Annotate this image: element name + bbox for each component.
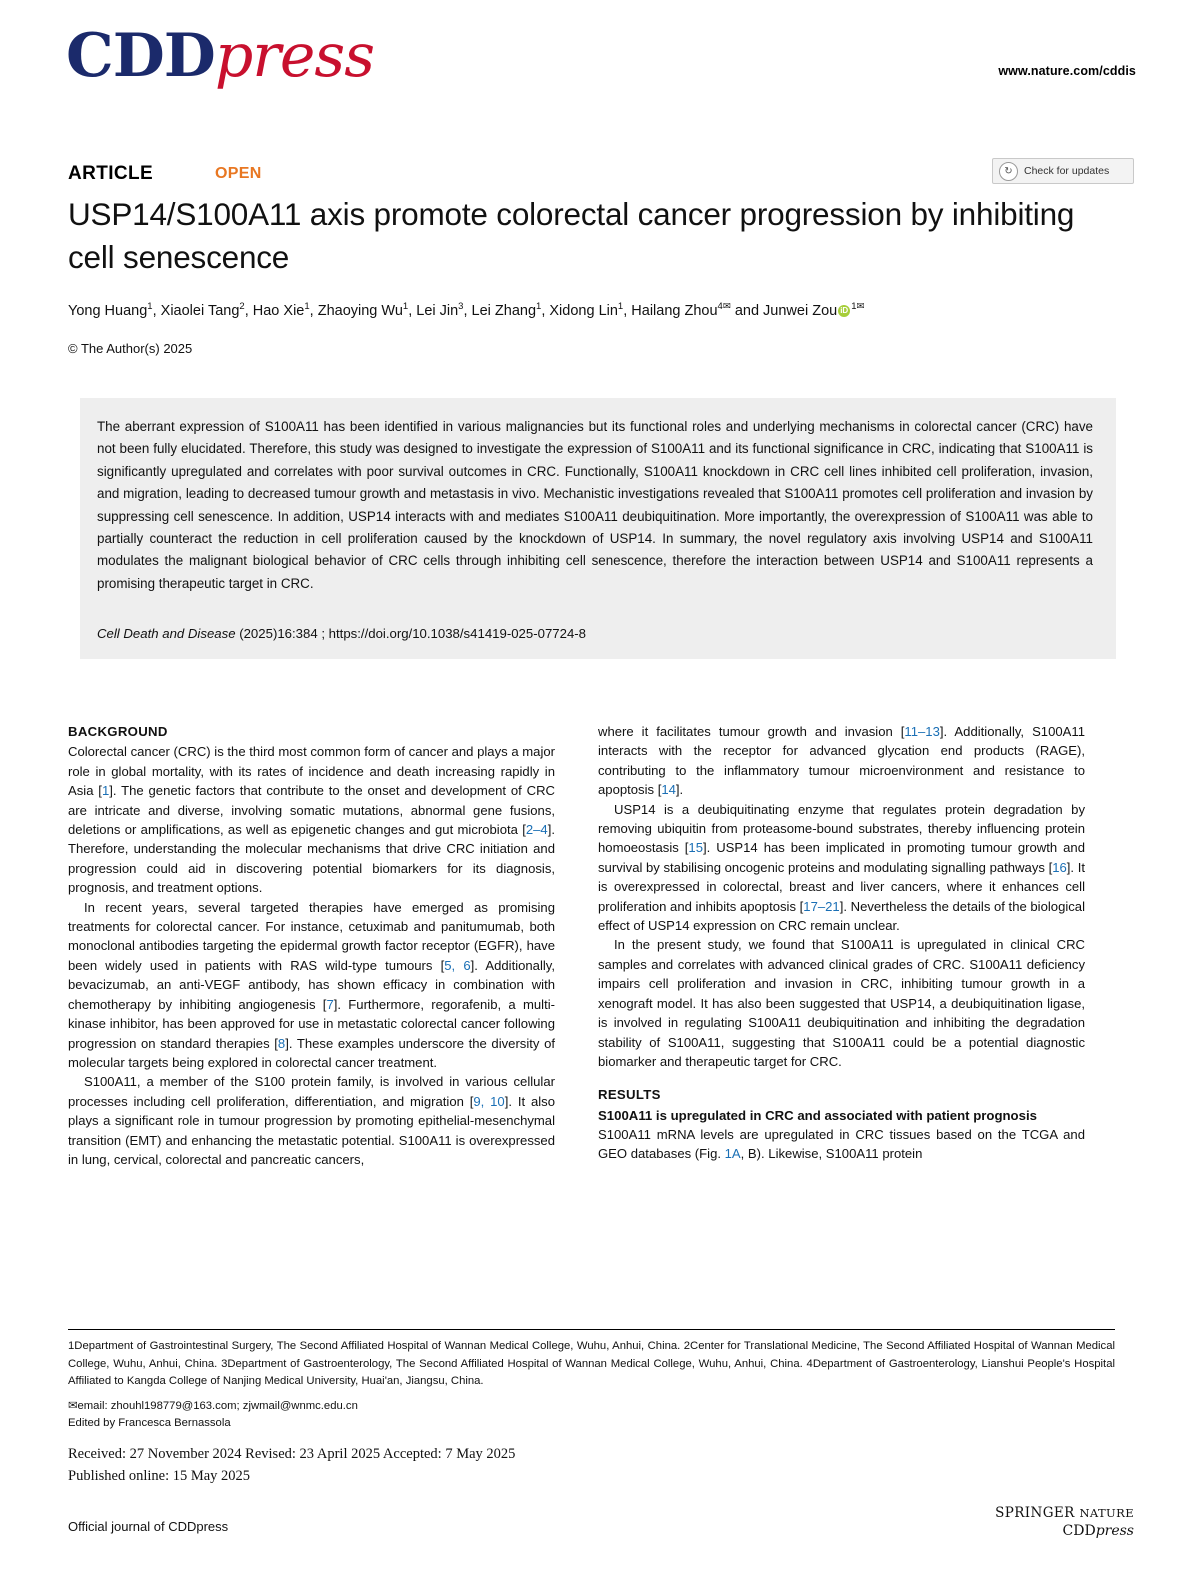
- text-run: ]. It also plays a significant role in tumour progression by promoting epithelial-mesenchymal transition (EMT) and enhancing the metastatic potential. S100A11 is overexpressed in lung, cervical, colorectal and pancreatic cancers,: [68, 1093, 555, 1167]
- section-heading-results: RESULTS: [598, 1087, 661, 1103]
- text-run: Colorectal cancer (CRC) is the third most common form of cancer and plays a major role in global mortality, with its rates of incidence and death increasing rapidly in Asia [: [68, 744, 555, 799]
- author-sup: 2: [239, 301, 245, 312]
- orcid-icon[interactable]: iD: [840, 306, 849, 315]
- author-name: Junwei Zou: [763, 302, 838, 319]
- citation-link[interactable]: 7: [326, 996, 334, 1012]
- paragraph-background-2: [68, 898, 555, 1073]
- copyright-line: © The Author(s) 2025: [68, 341, 193, 356]
- author-name: Hailang Zhou: [631, 302, 718, 319]
- author-list: Yong Huang$^1$, Xiaolei Tang$^2$, Hao Xie$^1$, Zhaoying Wu$^1$, Lei Jin$^3$, Lei Zhang$^1$, Xidong Lin$^1$, Hailang Zhou$^{4✉}$ and Junwei Zou iD $^{1✉}$: [68, 301, 865, 319]
- citation-link[interactable]: 15: [688, 840, 703, 856]
- text-run: ].: [675, 782, 684, 798]
- refresh-circle-icon: ↻: [999, 162, 1018, 181]
- author-name: Xiaolei Tang: [160, 302, 240, 319]
- masthead: [66, 21, 1136, 102]
- citation-link[interactable]: 16: [1052, 859, 1067, 875]
- cddpress-logo: [66, 21, 1136, 91]
- figure-link[interactable]: 1A: [724, 1146, 741, 1162]
- text-run: S100A11, a member of the S100 protein family, is involved in various cellular processes including cell proliferation, differentiation, and migration [: [68, 1074, 555, 1109]
- text-run: ]. Additionally, S100A11 interacts with the receptor for advanced glycation end products (RAGE), contributing to the inflammatory tumour microenvironment and resistance to apoptosis [: [598, 724, 1085, 798]
- paragraph-results-1: [598, 1125, 1085, 1164]
- text-run: ]. It is overexpressed in colorectal, breast and liver cancers, where it enhances cell proliferation and inhibits apoptosis [: [598, 859, 1085, 914]
- footer-divider: [68, 1329, 1115, 1330]
- section-spacer: [598, 1071, 1085, 1085]
- author-sup: 1: [402, 301, 409, 312]
- author-sup: 1: [536, 301, 542, 312]
- citation-link[interactable]: 8: [277, 1035, 286, 1051]
- logo-press-text: press: [214, 21, 375, 91]
- citation-link[interactable]: 11–13: [904, 724, 940, 739]
- author-sup: 1: [304, 301, 310, 312]
- paragraph-background-3: [68, 1072, 555, 1169]
- springer-nature-logo: [995, 1505, 1134, 1539]
- text-run: S100A11 mRNA levels are upregulated in CRC tissues based on the TCGA and GEO databases (Fig.: [598, 1126, 1085, 1162]
- citation-link[interactable]: 14: [661, 782, 676, 798]
- text-run: In recent years, several targeted therapies have emerged as promising treatments for colorectal cancer. For instance, cetuximab and panitumumab, both monoclonal antibodies targeting the epidermal growth factor receptor (EGFR), have been widely used in patients with RAS wild-type tumours [: [68, 899, 555, 973]
- publication-dates: [68, 1443, 768, 1487]
- body-column-left: [68, 722, 555, 1169]
- text-run: ]. USP14 has been implicated in promoting tumour growth and survival by stabilising oncogenic proteins and modulating signalling pathways [: [598, 840, 1085, 875]
- text-run: where it facilitates tumour growth and invasion [: [598, 724, 905, 739]
- citation-journal: Cell Death and Disease: [97, 626, 236, 641]
- paragraph-usp14: [598, 800, 1085, 936]
- citation-link[interactable]: 9, 10: [473, 1093, 505, 1109]
- journal-url[interactable]: www.nature.com/cddis: [998, 64, 1136, 78]
- check-for-updates-label: Check for updates: [1024, 165, 1110, 177]
- author-name: Lei Jin: [416, 302, 459, 319]
- text-run: , B). Likewise, S100A11 protein: [740, 1146, 923, 1162]
- body-column-right: [598, 722, 1085, 1164]
- section-heading-background: BACKGROUND: [68, 724, 168, 739]
- received-line: Received: 27 November 2024 Revised: 23 April 2025 Accepted: 7 May 2025: [68, 1446, 516, 1462]
- corresponding-email-line[interactable]: ✉email: zhouhl198779@163.com; zjwmail@wnmc.edu.cn: [68, 1400, 358, 1412]
- citation-link[interactable]: 17–21: [803, 898, 840, 914]
- text-run: USP14 is a deubiquitinating enzyme that regulates protein degradation by removing ubiquitin from proteasome-bound substrates, thereby influencing protein homoeostasis [: [598, 801, 1085, 856]
- cdd-text: CDD: [1062, 1523, 1096, 1539]
- author-conjunction: and: [734, 302, 760, 319]
- author-sup: 1✉: [851, 301, 865, 312]
- affiliations-text: 1Department of Gastrointestinal Surgery, The Second Affiliated Hospital of Wannan Medical College, Wuhu, Anhui, China. 2Center for Translational Medicine, The Second Affiliated Hospital of Wannan Medical College, Wuhu, Anhui, China. 3Department of Gastroenterology, The Second Affiliated Hospital of Wannan Medical College, Wuhu, Anhui, China. 4Department of Gastroenterology, Lianshui People's Hospital Affiliated to Kangda College of Nanjing Medical University, Huai'an, Jiangsu, China.: [68, 1340, 1115, 1388]
- author-name: Lei Zhang: [471, 302, 537, 319]
- text-run: ]. Additionally, bevacizumab, an anti-VEGF antibody, has shown efficacy in combination with chemotherapy by inhibiting angiogenesis [: [68, 957, 555, 1012]
- author-sup: 1: [147, 301, 153, 312]
- text-run: ]. Furthermore, regorafenib, a multi-kinase inhibitor, has been approved for use in metastatic colorectal cancer following progression on standard therapies [: [68, 996, 555, 1051]
- citation-details[interactable]: (2025)16:384 ; https://doi.org/10.1038/s41419-025-07724-8: [235, 626, 587, 641]
- nature-text: NATURE: [1079, 1506, 1134, 1520]
- author-name: Zhaoying Wu: [317, 302, 403, 319]
- paragraph-intro-continued: [598, 722, 1085, 800]
- press-text: press: [1095, 1523, 1134, 1539]
- subsection-heading-s100a11: S100A11 is upregulated in CRC and associated with patient prognosis: [598, 1107, 1037, 1123]
- official-journal-line: Official journal of CDDpress: [68, 1519, 229, 1534]
- citation-link[interactable]: 2–4: [525, 822, 548, 838]
- page-title: USP14/S100A11 axis promote colorectal cancer progression by inhibiting cell senescence: [68, 196, 1075, 275]
- published-line: Published online: 15 May 2025: [68, 1468, 251, 1484]
- text-run: ]. The genetic factors that contribute to the onset and development of CRC are intricate and diverse, involving somatic mutations, abnormal gene fusions, deletions or amplifications, as well as epigenetic changes and gut microbiota [: [68, 783, 555, 838]
- text-run: ]. These examples underscore the diversity of molecular targets being explored in colorectal cancer treatment.: [68, 1035, 555, 1070]
- author-sup: 1: [617, 301, 624, 312]
- edited-by-line: Edited by Francesca Bernassola: [68, 1417, 231, 1429]
- author-name: Hao Xie: [252, 302, 305, 319]
- open-access-badge: OPEN: [215, 165, 262, 182]
- cddpress-footer-logo: [995, 1523, 1134, 1539]
- author-sup: 4✉: [717, 301, 731, 312]
- text-run: ]. Therefore, understanding the molecular mechanisms that drive CRC initiation and progression could aid in discovering potential biomarkers for its diagnosis, prognosis, and treatment options.: [68, 822, 555, 896]
- citation-link[interactable]: 5, 6: [444, 957, 471, 973]
- author-name: Yong Huang: [68, 302, 148, 319]
- abstract-box: [80, 398, 1116, 659]
- check-for-updates-button[interactable]: [992, 158, 1134, 184]
- paragraph-present-study: In the present study, we found that S100A11 is upregulated in clinical CRC samples and correlates with advanced clinical grades of CRC. S100A11 deficiency impairs cell proliferation and invasion in CRC, inhibiting tumour growth in a xenograft model. It has also been suggested that USP14, a deubiquitination ligase, is involved in regulating S100A11 deubiquitination and inhibiting the degradation stability of S100A11, suggesting that S100A11 could be a potential diagnostic biomarker and therapeutic target for CRC.: [598, 937, 1085, 1069]
- citation-link[interactable]: 1: [101, 783, 110, 799]
- springer-text: SPRINGER: [995, 1505, 1075, 1521]
- abstract-text: The aberrant expression of S100A11 has been identified in various malignancies but its functional roles and underlying mechanisms in colorectal cancer (CRC) have not been fully elucidated. Therefore, this study was designed to investigate the expression of S100A11 and its functional significance in CRC, indicating that S100A11 is significantly upregulated and correlates with poor survival outcomes in CRC. Functionally, S100A11 knockdown in CRC cell lines inhibited cell proliferation, invasion, and migration, leading to decreased tumour growth and metastasis in vivo. Mechanistic investigations revealed that S100A11 promotes cell proliferation and invasion by suppressing cell senescence. In addition, USP14 interacts with and mediates S100A11 deubiquitination. More importantly, the overexpression of S100A11 was able to partially counteract the reduction in cell proliferation caused by the knockdown of USP14. In summary, the novel regulatory axis involving USP14 and S100A11 modulates the malignant biological behavior of CRC cells through inhibiting cell senescence, therefore the interaction between USP14 and S100A11 represents a promising therapeutic target in CRC.: [97, 419, 1093, 591]
- springer-nature-text: [995, 1505, 1134, 1521]
- logo-cdd-text: CDD: [66, 21, 215, 91]
- text-run: ]. Nevertheless the details of the biological effect of USP14 expression on CRC remain unclear.: [598, 898, 1085, 934]
- paragraph-background-1: [68, 742, 555, 897]
- abstract-citation: [97, 626, 586, 641]
- article-label: ARTICLE: [68, 163, 154, 184]
- author-name: Xidong Lin: [549, 302, 618, 319]
- author-sup: 3: [458, 301, 464, 312]
